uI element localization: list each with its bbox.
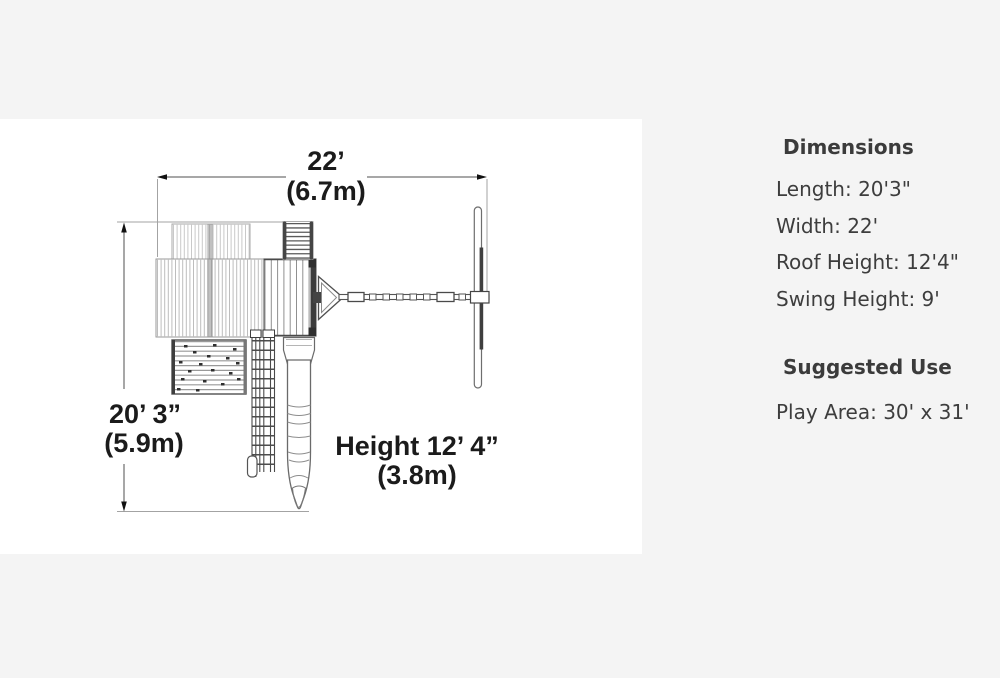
spec-width: Width: 22' <box>776 213 879 238</box>
arrow-up-icon <box>121 223 127 233</box>
spec-swing-height: Swing Height: 9' <box>776 286 940 311</box>
spec-roof-height: Roof Height: 12'4" <box>776 250 959 274</box>
dimensions-heading: Dimensions <box>783 135 914 159</box>
arrow-left-icon <box>157 174 167 180</box>
ladder <box>248 330 275 477</box>
stairs <box>283 222 313 260</box>
width-dimension <box>157 146 487 206</box>
height-dimension <box>335 431 499 490</box>
width-dimension-metric: (6.7m) <box>286 176 366 206</box>
length-dimension-value: 20’ 3” <box>108 399 182 429</box>
roof <box>156 224 264 337</box>
arrow-down-icon <box>121 502 127 512</box>
beam-frame-collar <box>471 292 490 304</box>
climbing-ramp <box>172 340 246 394</box>
spec-list <box>776 171 996 317</box>
height-dimension-metric: (3.8m) <box>377 460 457 490</box>
spec-length: Length: 20'3" <box>776 177 911 201</box>
suggested-use-heading: Suggested Use <box>783 355 952 379</box>
beam-deck-mount <box>313 292 321 303</box>
playset-top-view-diagram <box>0 119 642 554</box>
deck <box>264 259 316 336</box>
spec-play-area: Play Area: 30' x 31' <box>776 400 970 424</box>
tube-slide <box>284 338 315 509</box>
specs-panel <box>776 130 996 431</box>
roof-ridge <box>207 224 213 337</box>
height-dimension-value: Height 12’ 4” <box>335 431 499 461</box>
width-dimension-value: 22’ <box>307 146 345 176</box>
arrow-right-icon <box>477 174 487 180</box>
length-dimension-metric: (5.9m) <box>104 428 184 458</box>
diagram-canvas <box>0 119 642 554</box>
